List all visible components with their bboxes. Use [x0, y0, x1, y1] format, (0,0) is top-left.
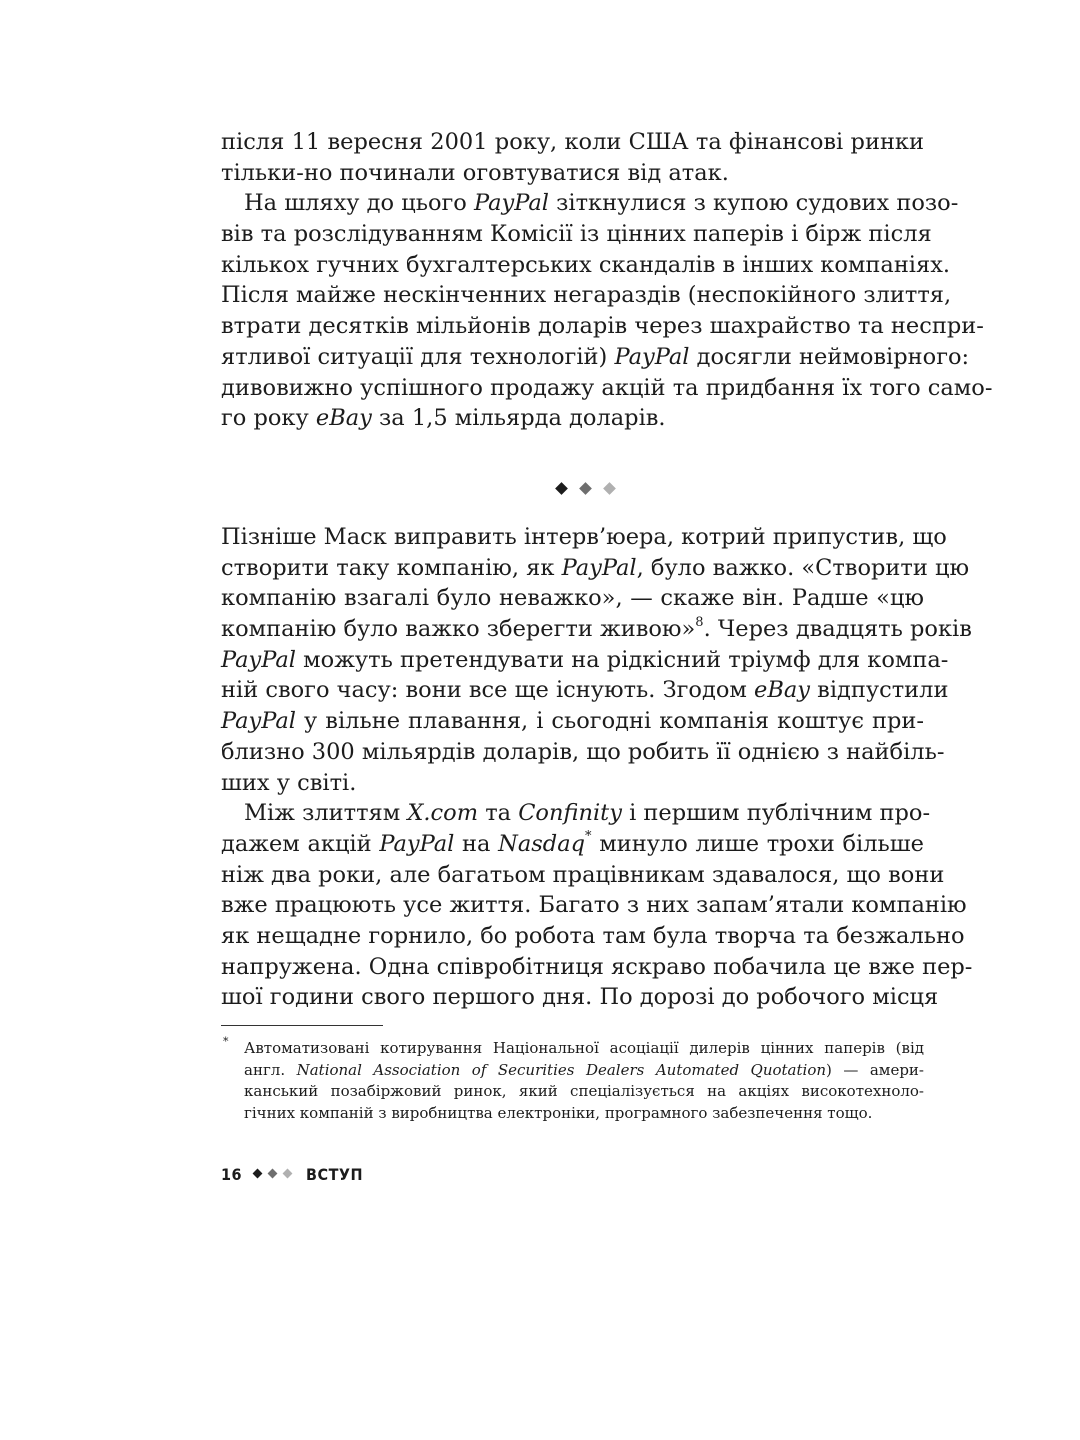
italic-term: eBay — [754, 677, 810, 704]
italic-term: PayPal — [614, 343, 690, 370]
text-line: напружена. Одна співробітниця яскраво побачила це вже пер- — [221, 953, 973, 980]
page-number: 16 — [221, 1164, 243, 1184]
footnote-reference: * — [585, 829, 592, 845]
diamond-icon — [555, 482, 568, 495]
text-line: На шляху до цього PayPal зіткнулися з купою судових позо- — [244, 190, 959, 217]
italic-term: PayPal — [221, 646, 296, 673]
text-line: PayPal у вільне плавання, і сьогодні компанія коштує при- — [221, 708, 924, 735]
text-line: ятливої ситуації для технологій) PayPal досягли неймовірного: — [221, 343, 970, 370]
text-line: шої години свого першого дня. По дорозі до робочого місця — [221, 984, 939, 1011]
text-line: Між злиттям X.com та Confinity і першим публічним про- — [244, 800, 931, 827]
text-line: PayPal можуть претендувати на рідкісний тріумф для компа- — [221, 646, 949, 673]
italic-term: X.com — [407, 800, 479, 827]
italic-term: PayPal — [221, 708, 296, 735]
diamond-icon — [603, 482, 616, 495]
running-footer — [221, 1162, 363, 1186]
footnote-line: канський позабіржовий ринок, який спеціалізується на акціях високотехноло- — [244, 1082, 924, 1100]
text-line: ніж два роки, але багатьом працівникам здавалося, що вони — [221, 861, 945, 888]
text-line: втрати десятків мільйонів доларів через шахрайство та неспри- — [221, 313, 984, 340]
text-line: після 11 вересня 2001 року, коли США та фінансові ринки — [221, 129, 924, 155]
text-line: тільки-но починали оговтуватися від атак. — [221, 159, 729, 186]
text-line: близно 300 мільярдів доларів, що робить її однією з найбіль- — [221, 738, 945, 765]
text-line: вів та розслідуванням Комісії із цінних паперів і бірж після — [221, 221, 932, 248]
footnote-line: Автоматизовані котирування Національної асоціації дилерів цінних паперів (від — [244, 1039, 924, 1057]
text-line: компанію було важко зберегти живою»$^8$. Через двадцять років — [221, 614, 972, 643]
italic-term: eBay — [315, 405, 372, 432]
text-line: дивовижно успішного продажу акцій та придбання їх того само- — [221, 374, 993, 401]
diamond-icon — [253, 1169, 263, 1179]
footnote-reference: 8 — [695, 614, 704, 630]
text-line: ній свого часу: вони все ще існують. Згодом eBay відпустили — [221, 677, 949, 704]
text-line: дажем акцій PayPal на Nasdaq* минуло лише трохи більше — [221, 829, 924, 857]
italic-term: PayPal — [473, 190, 549, 217]
text-line: створити таку компанію, як PayPal, було важко. «Створити цю — [221, 554, 970, 581]
footnote — [221, 1035, 924, 1124]
footnote-rule — [221, 1025, 383, 1026]
diamond-icon — [283, 1169, 293, 1179]
text-line: вже працюють усе життя. Багато з них запам’ятали компанію — [221, 892, 967, 919]
diamond-icon — [268, 1169, 278, 1179]
text-line: го року eBay за 1,5 мільярда доларів. — [221, 405, 666, 432]
italic-term: PayPal — [379, 830, 455, 857]
text-line: Пізніше Маск виправить інтерв’юера, котрий припустив, що — [221, 524, 947, 550]
footer-ornament — [252, 1167, 298, 1181]
body-text-top — [221, 127, 993, 434]
body-text-bottom — [221, 522, 973, 1013]
text-line: компанію взагалі було неважко», — скаже він. Радше «цю — [221, 585, 924, 612]
section-divider — [554, 482, 624, 498]
italic-term: National Association of Securities Dealers Automated Quotation — [296, 1060, 827, 1079]
text-line: як нещадне горнило, бо робота там була творча та безжально — [221, 922, 965, 949]
italic-term: Confinity — [518, 800, 622, 827]
text-line: ших у світі. — [221, 769, 357, 796]
diamond-icon — [579, 482, 592, 495]
text-line: Після майже нескінченних негараздів (неспокійного злиття, — [221, 282, 952, 309]
footnote-mark: * — [223, 1035, 229, 1048]
italic-term: Nasdaq — [498, 830, 586, 857]
footnote-line: англ. National Association of Securities Dealers Automated Quotation) — амери- — [244, 1060, 924, 1079]
footnote-line: гічних компаній з виробництва електроніки, програмного забезпечення тощо. — [244, 1103, 873, 1122]
text-line: кількох гучних бухгалтерських скандалів в інших компаніях. — [221, 251, 951, 278]
section-title: ВСТУП — [306, 1164, 364, 1184]
italic-term: PayPal — [561, 554, 637, 581]
